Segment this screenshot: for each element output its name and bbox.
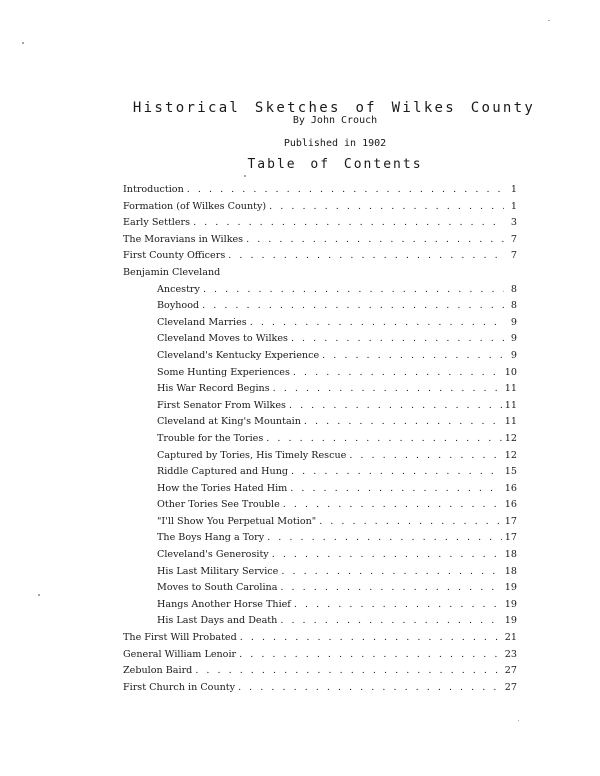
toc-page-number: 1 [510, 200, 517, 212]
toc-entry-title: Cleveland at King's Mountain [157, 416, 301, 428]
toc-entry [123, 448, 517, 465]
toc-dot-leader [187, 182, 504, 199]
toc-dot-leader [195, 663, 501, 680]
toc-entry [123, 348, 517, 365]
toc-entry [123, 398, 517, 415]
toc-entry-title: Benjamin Cleveland [123, 266, 221, 278]
toc-entry [123, 232, 517, 249]
toc-dot-leader [281, 564, 501, 581]
toc-dot-leader [319, 514, 502, 531]
toc-dot-leader [291, 331, 504, 348]
toc-page-number: 17 [504, 532, 517, 544]
toc-dot-leader [228, 248, 504, 265]
toc-entry [123, 514, 517, 531]
toc-entry [123, 215, 517, 232]
toc-entry-title: "I'll Show You Perpetual Motion" [157, 515, 317, 527]
toc-entry-title: Captured by Tories, His Timely Rescue [157, 449, 347, 461]
toc-entry [123, 414, 517, 431]
toc-entry-title: His Last Days and Death [157, 615, 278, 627]
scan-speck [548, 20, 550, 21]
toc-entry [123, 564, 517, 581]
toc-page-number: 17 [504, 515, 517, 527]
toc-page-number: 8 [510, 283, 517, 295]
toc-entry-title: His Last Military Service [157, 565, 279, 577]
toc-page-number: 11 [504, 399, 517, 411]
toc-page-number: 3 [510, 217, 517, 229]
toc-page-number: 19 [504, 582, 517, 594]
document-byline: By John Crouch [292, 115, 378, 126]
toc-entry-title: Early Settlers [123, 217, 191, 229]
toc-page-number: 18 [504, 549, 517, 561]
toc-page-number: 10 [504, 366, 517, 378]
toc-entry [123, 481, 517, 498]
toc-page-number: 7 [510, 250, 517, 262]
toc-dot-leader [193, 215, 504, 232]
toc-page-number: 18 [504, 565, 517, 577]
document-title: Historical Sketches of Wilkes County [132, 100, 536, 116]
toc-entry [123, 331, 517, 348]
toc-page-number: 9 [510, 333, 517, 345]
toc-entry [123, 680, 517, 697]
toc-entry [123, 663, 517, 680]
toc-dot-leader [240, 630, 502, 647]
toc-entry [123, 365, 517, 382]
toc-entry-title: Some Hunting Experiences [157, 366, 290, 378]
toc-page-number: 8 [510, 300, 517, 312]
toc-page-number: 15 [504, 466, 517, 478]
toc-dot-leader [273, 381, 502, 398]
toc-dot-leader [238, 680, 502, 697]
toc-dot-leader [246, 232, 504, 249]
toc-heading: Table of Contents [247, 157, 423, 172]
toc-entry [123, 381, 517, 398]
toc-page-number: 7 [510, 233, 517, 245]
scan-speck [518, 720, 519, 721]
toc-page-number: 12 [504, 432, 517, 444]
toc-dot-leader [291, 464, 502, 481]
table-of-contents [123, 182, 517, 696]
toc-entry-title: Introduction [123, 184, 184, 195]
toc-entry [123, 315, 517, 332]
toc-dot-leader [239, 647, 502, 664]
toc-dot-leader [280, 580, 501, 597]
toc-entry-title: Moves to South Carolina [157, 582, 278, 594]
toc-entry-title: How the Tories Hated Him [157, 482, 288, 494]
toc-entry-title: Riddle Captured and Hung [157, 466, 289, 478]
toc-entry-title: First County Officers [123, 250, 226, 262]
toc-dot-leader [280, 613, 501, 630]
toc-page-number: 16 [504, 499, 517, 511]
toc-entry [123, 282, 517, 299]
toc-entry-title: The First Will Probated [123, 632, 237, 644]
toc-entry [123, 497, 517, 514]
toc-dot-leader [290, 481, 502, 498]
toc-dot-leader [293, 365, 502, 382]
toc-entry-title: Boyhood [157, 300, 200, 312]
toc-dot-leader [269, 199, 504, 216]
toc-entry-title: Cleveland's Generosity [157, 549, 269, 561]
toc-entry-title: Zebulon Baird [123, 665, 193, 677]
toc-entry [123, 630, 517, 647]
toc-entry-title: His War Record Begins [157, 383, 270, 395]
toc-entry [123, 580, 517, 597]
publication-date: Published in 1902 [283, 138, 387, 149]
toc-entry [123, 248, 517, 265]
toc-page-number: 9 [510, 316, 517, 328]
toc-dot-leader [266, 431, 501, 448]
toc-entry [123, 597, 517, 614]
toc-page-number: 27 [504, 665, 517, 677]
toc-entry-title: Hangs Another Horse Thief [157, 598, 291, 610]
toc-entry-title: First Senator From Wilkes [157, 399, 286, 411]
toc-entry-title: Cleveland Marries [157, 316, 247, 328]
toc-page-number: 23 [504, 648, 517, 660]
toc-dot-leader [322, 348, 504, 365]
toc-page-number: 1 [510, 184, 517, 195]
toc-page-number: 16 [504, 482, 517, 494]
toc-page-number: 11 [504, 416, 517, 428]
toc-entry [123, 613, 517, 630]
toc-dot-leader [304, 414, 502, 431]
toc-entry [123, 647, 517, 664]
toc-page-number: 11 [504, 383, 517, 395]
scan-speck [244, 175, 246, 177]
toc-entry-title: Ancestry [157, 283, 200, 295]
toc-entry [123, 298, 517, 315]
toc-dot-leader [203, 282, 504, 299]
toc-dot-leader [289, 398, 502, 415]
toc-entry-title: Formation (of Wilkes County) [123, 200, 267, 212]
toc-page-number: 9 [510, 349, 517, 361]
toc-dot-leader [267, 530, 502, 547]
toc-entry [123, 265, 517, 282]
toc-entry [123, 547, 517, 564]
toc-entry-title: Cleveland's Kentucky Experience [157, 349, 320, 361]
toc-entry [123, 530, 517, 547]
toc-entry [123, 464, 517, 481]
scan-speck [22, 42, 24, 44]
toc-dot-leader [349, 448, 501, 465]
toc-dot-leader [294, 597, 502, 614]
toc-page-number: 12 [504, 449, 517, 461]
toc-dot-leader [272, 547, 502, 564]
toc-entry-title: Cleveland Moves to Wilkes [157, 333, 288, 345]
toc-dot-leader [202, 298, 504, 315]
toc-page-number: 27 [504, 681, 517, 693]
toc-page-number: 19 [504, 598, 517, 610]
toc-entry [123, 182, 517, 199]
toc-entry-title: General William Lenoir [123, 648, 237, 660]
toc-entry [123, 431, 517, 448]
toc-dot-leader [283, 497, 502, 514]
toc-entry-title: The Moravians in Wilkes [123, 233, 244, 245]
toc-entry-title: The Boys Hang a Tory [157, 532, 265, 544]
toc-entry [123, 199, 517, 216]
scan-speck [38, 594, 40, 596]
toc-page-number: 19 [504, 615, 517, 627]
toc-page-number: 21 [504, 632, 517, 644]
toc-entry-title: First Church in County [123, 681, 236, 693]
toc-dot-leader [250, 315, 504, 332]
toc-entry-title: Trouble for the Tories [157, 432, 264, 444]
toc-entry-title: Other Tories See Trouble [157, 499, 280, 511]
